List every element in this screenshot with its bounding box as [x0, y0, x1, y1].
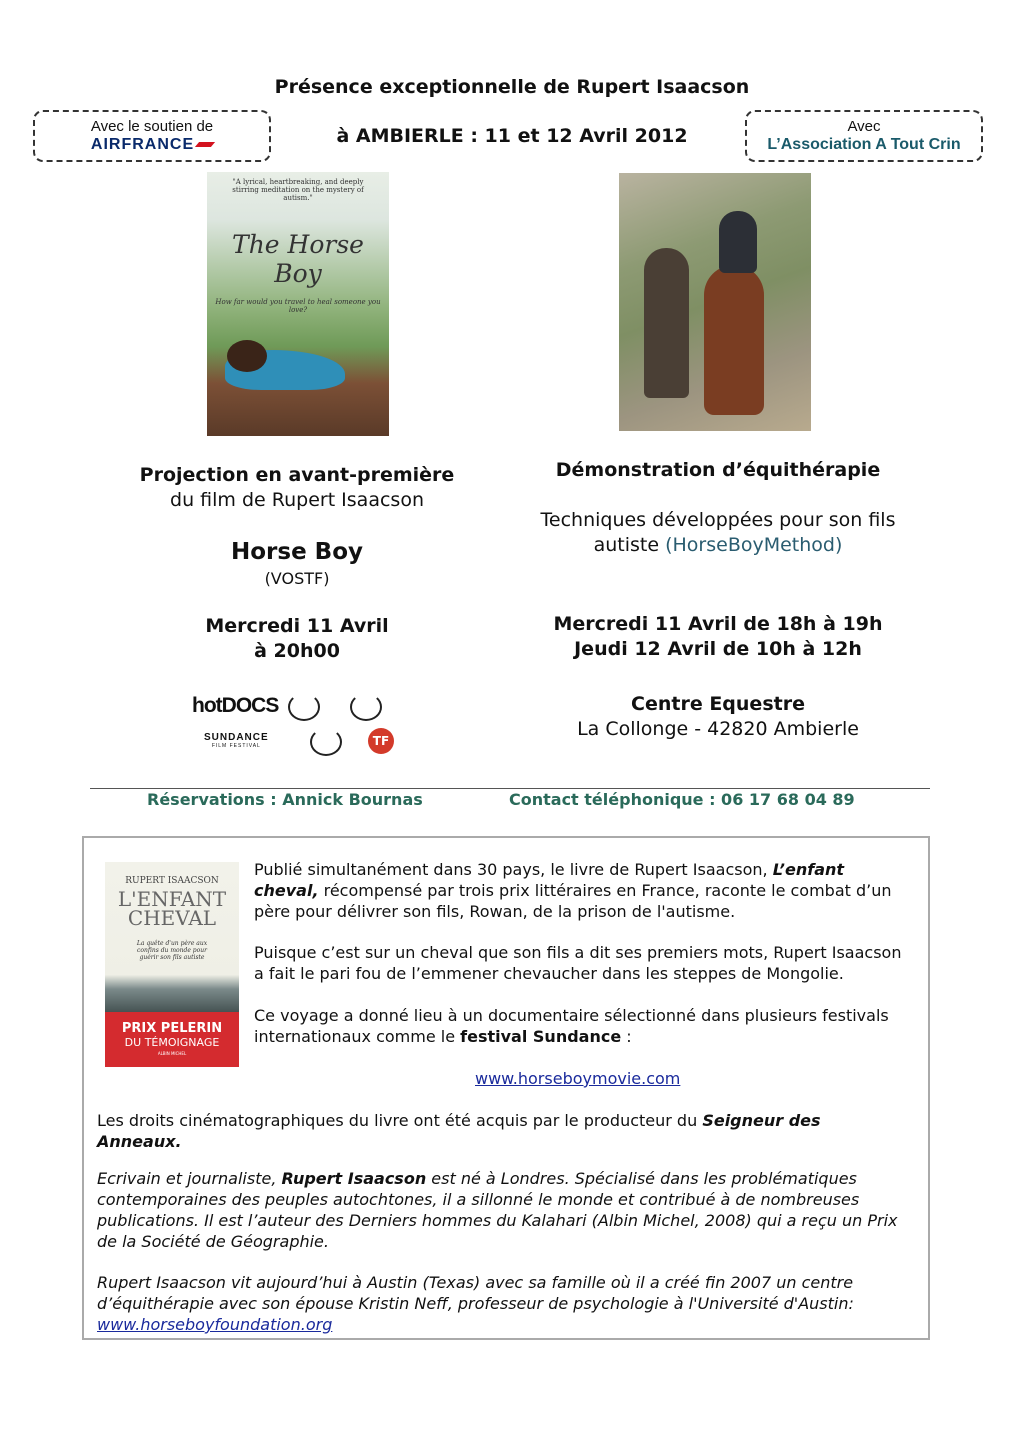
airfrance-wing-icon: [195, 142, 215, 147]
demo-date-1: Mercredi 11 Avril de 18h à 19h: [553, 613, 883, 635]
projection-heading: Projection en avant-première: [139, 464, 455, 486]
projection-time: à 20h00: [254, 640, 340, 662]
laurel-icon: [288, 693, 320, 721]
paragraph-documentary: [254, 1005, 904, 1047]
p5-text: Ecrivain et journaliste,: [97, 1169, 282, 1188]
horseboymethod-label: (HorseBoyMethod): [665, 534, 843, 556]
book-prize-banner: [105, 1012, 239, 1067]
book-publisher: ALBIN MICHEL: [157, 1051, 187, 1056]
film-title: Horse Boy: [230, 539, 363, 565]
paragraph-austin: [97, 1272, 907, 1335]
divider: [90, 788, 930, 789]
film-version: (VOSTF): [264, 569, 330, 588]
demo-place: Centre Equestre: [631, 693, 805, 715]
p4-text: Les droits cinématographiques du livre ont été acquis par le producteur du: [97, 1111, 703, 1130]
projection-date: Mercredi 11 Avril: [205, 615, 389, 637]
film-rights-title: Seigneur des Anneaux.: [97, 1111, 821, 1151]
demo-heading: Démonstration d’équithérapie: [555, 459, 881, 481]
demo-desc-line1: Techniques développées pour son fils: [540, 509, 896, 531]
poster-title: The Horse Boy: [232, 230, 364, 288]
photo-man-shape: [644, 248, 689, 398]
demo-address: La Collonge - 42820 Ambierle: [577, 718, 859, 740]
projection-sub: du film de Rupert Isaacson: [170, 489, 424, 511]
demo-desc-text: autiste: [593, 534, 666, 556]
paragraph-book: [254, 859, 904, 922]
horseboymovie-link[interactable]: www.horseboymovie.com: [475, 1069, 681, 1088]
book-name: L’enfant cheval,: [254, 860, 845, 900]
sundance-text: SUNDANCE: [204, 732, 269, 743]
poster-tagline: "A lyrical, heartbreaking, and deeply stirring meditation on the mystery of autism.": [232, 178, 364, 202]
equitherapy-photo: [619, 173, 811, 431]
sundance-sub: FILM FESTIVAL: [211, 743, 261, 749]
book-title-1: L'ENFANT: [117, 887, 227, 911]
photo-child-shape: [719, 211, 757, 273]
festival-laurels: [190, 690, 405, 760]
p1-text: Publié simultanément dans 30 pays, le livre de Rupert Isaacson,: [254, 860, 773, 879]
p1-rest: récompensé par trois prix littéraires en France, raconte le combat d’un père pour délivrer son fils, Rowan, de la prison de l'autisme.: [254, 881, 892, 921]
event-dates: à AMBIERLE : 11 et 12 Avril 2012: [336, 125, 688, 147]
tf-logo: TF: [368, 728, 394, 754]
book-tagline: La quête d'un père aux confins du monde pour guérir son fils autiste: [136, 940, 208, 961]
laurel-icon: [310, 728, 342, 756]
horseboyfoundation-link[interactable]: www.horseboyfoundation.org: [97, 1315, 333, 1334]
p6-text: Rupert Isaacson vit aujourd’hui à Austin (Texas) avec sa famille où il a créé fin 2007 un centre d’équithérapie avec son épouse Kristin Neff, professeur de psychologie à l'Université d'Austin:: [97, 1273, 854, 1313]
sponsor-air-france: [33, 110, 271, 162]
horse-boy-poster: [207, 172, 389, 436]
poster-question: How far would you travel to heal someone you love?: [215, 298, 381, 314]
page-title: Présence exceptionnelle de Rupert Isaacson: [274, 76, 750, 98]
sponsor-right-label: Avec: [847, 118, 881, 135]
phone-contact: Contact téléphonique : 06 17 68 04 89: [509, 790, 855, 809]
sponsor-association: [745, 110, 983, 162]
paragraph-mongolia: Puisque c’est sur un cheval que son fils a dit ses premiers mots, Rupert Isaacson a fait le pari fou de l’emmener chevaucher dans les steppes de Mongolie.: [254, 943, 902, 983]
p3-end: :: [621, 1027, 632, 1046]
prize-line-2: DU TÉMOIGNAGE: [124, 1036, 220, 1049]
festival-name: festival Sundance: [460, 1027, 622, 1046]
photo-horse-shape: [704, 265, 764, 415]
book-author: RUPERT ISAACSON: [125, 876, 219, 886]
author-name: Rupert Isaacson: [281, 1169, 427, 1188]
horseboymovie-link-line: [475, 1068, 680, 1089]
demo-date-2: Jeudi 12 Avril de 10h à 12h: [574, 638, 862, 660]
prize-line-1: PRIX PELERIN: [121, 1021, 223, 1036]
reservations-contact: Réservations : Annick Bournas: [147, 790, 423, 809]
poster-boy-head: [227, 340, 267, 372]
demo-desc-line2: [516, 533, 920, 558]
hotdocs-logo: hotDOCS: [192, 694, 279, 717]
sponsor-left-label: Avec le soutien de: [90, 118, 214, 135]
paragraph-rights: [97, 1110, 907, 1152]
airfrance-logo-text: AIRFRANCE: [90, 136, 195, 153]
book-title: [105, 887, 239, 930]
book-cover: [105, 862, 239, 1067]
paragraph-bio: [97, 1168, 907, 1252]
association-name: L’Association A Tout Crin: [767, 136, 961, 153]
laurel-icon: [350, 693, 382, 721]
airfrance-logo: [35, 136, 269, 154]
p5-rest: est né à Londres. Spécialisé dans les problématiques contemporaines des peuples autochtones, il a sillonné le monde et contribué à de nombreuses publications. Il est l’auteur des Derniers hommes du Kalahari (Albin Michel, 2008) qui a reçu un Prix de la Société de Géographie.: [97, 1169, 898, 1251]
book-title-2: CHEVAL: [127, 906, 217, 930]
p3-text: Ce voyage a donné lieu à un documentaire sélectionné dans plusieurs festivals internationaux comme le: [254, 1006, 889, 1046]
sundance-logo: [204, 732, 269, 749]
